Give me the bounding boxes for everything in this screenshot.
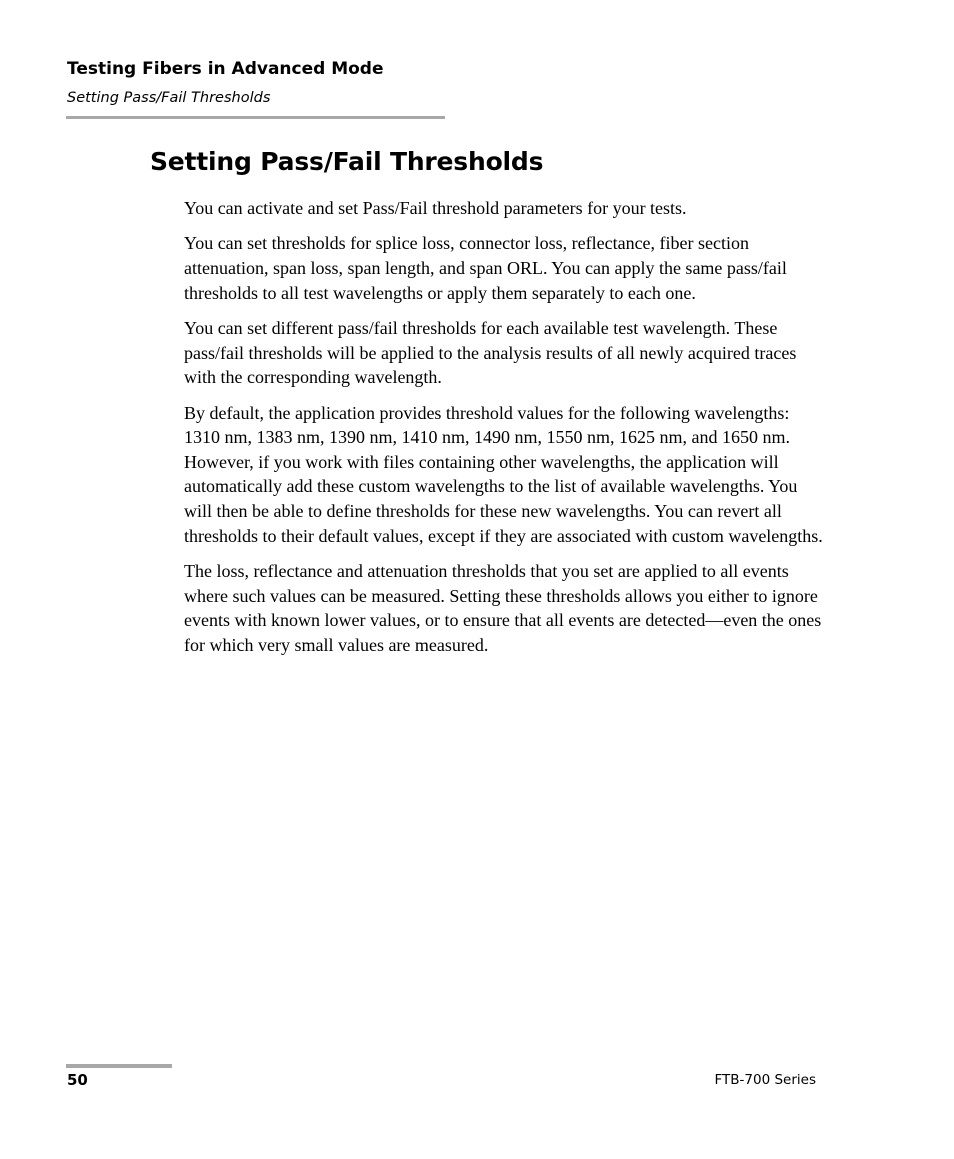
body-paragraph: You can activate and set Pass/Fail threshold parameters for your tests. [184,198,687,218]
section-heading: Setting Pass/Fail Thresholds [150,147,544,176]
page-number: 50 [67,1071,88,1089]
running-header-section-subtitle: Setting Pass/Fail Thresholds [67,90,271,106]
section-body [184,196,824,668]
header-divider [66,116,445,119]
footer-divider [66,1064,172,1068]
body-paragraph: By default, the application provides threshold values for the following wavelengths: 1310 nm, 1383 nm, 1390 nm, 1410 nm, 1490 nm, 1550 nm, 1625 nm, and 1650 nm. However, if you work with files containing other wavelengths, the application will automatically add these custom wavelengths to the list of available wavelengths. You will then be able to define thresholds for these new wavelengths. You can revert all thresholds to their default values, except if they are associated with custom wavelengths. [184,402,823,546]
running-header-chapter-title: Testing Fibers in Advanced Mode [67,59,384,79]
body-paragraph: You can set thresholds for splice loss, connector loss, reflectance, fiber section attenuation, span loss, span length, and span ORL. You can apply the same pass/fail thresholds to all test wavelengths or apply them separately to each one. [184,233,787,303]
body-paragraph: The loss, reflectance and attenuation thresholds that you set are applied to all events where such values can be measured. Setting these thresholds allows you either to ignore events with known lower values, or to ensure that all events are detected—even the ones for which very small values are measured. [184,560,822,655]
footer-product-series: FTB-700 Series [714,1072,816,1088]
body-paragraph: You can set different pass/fail thresholds for each available test wavelength. These pass/fail thresholds will be applied to the analysis results of all newly acquired traces with the corresponding wavelength. [184,317,797,388]
